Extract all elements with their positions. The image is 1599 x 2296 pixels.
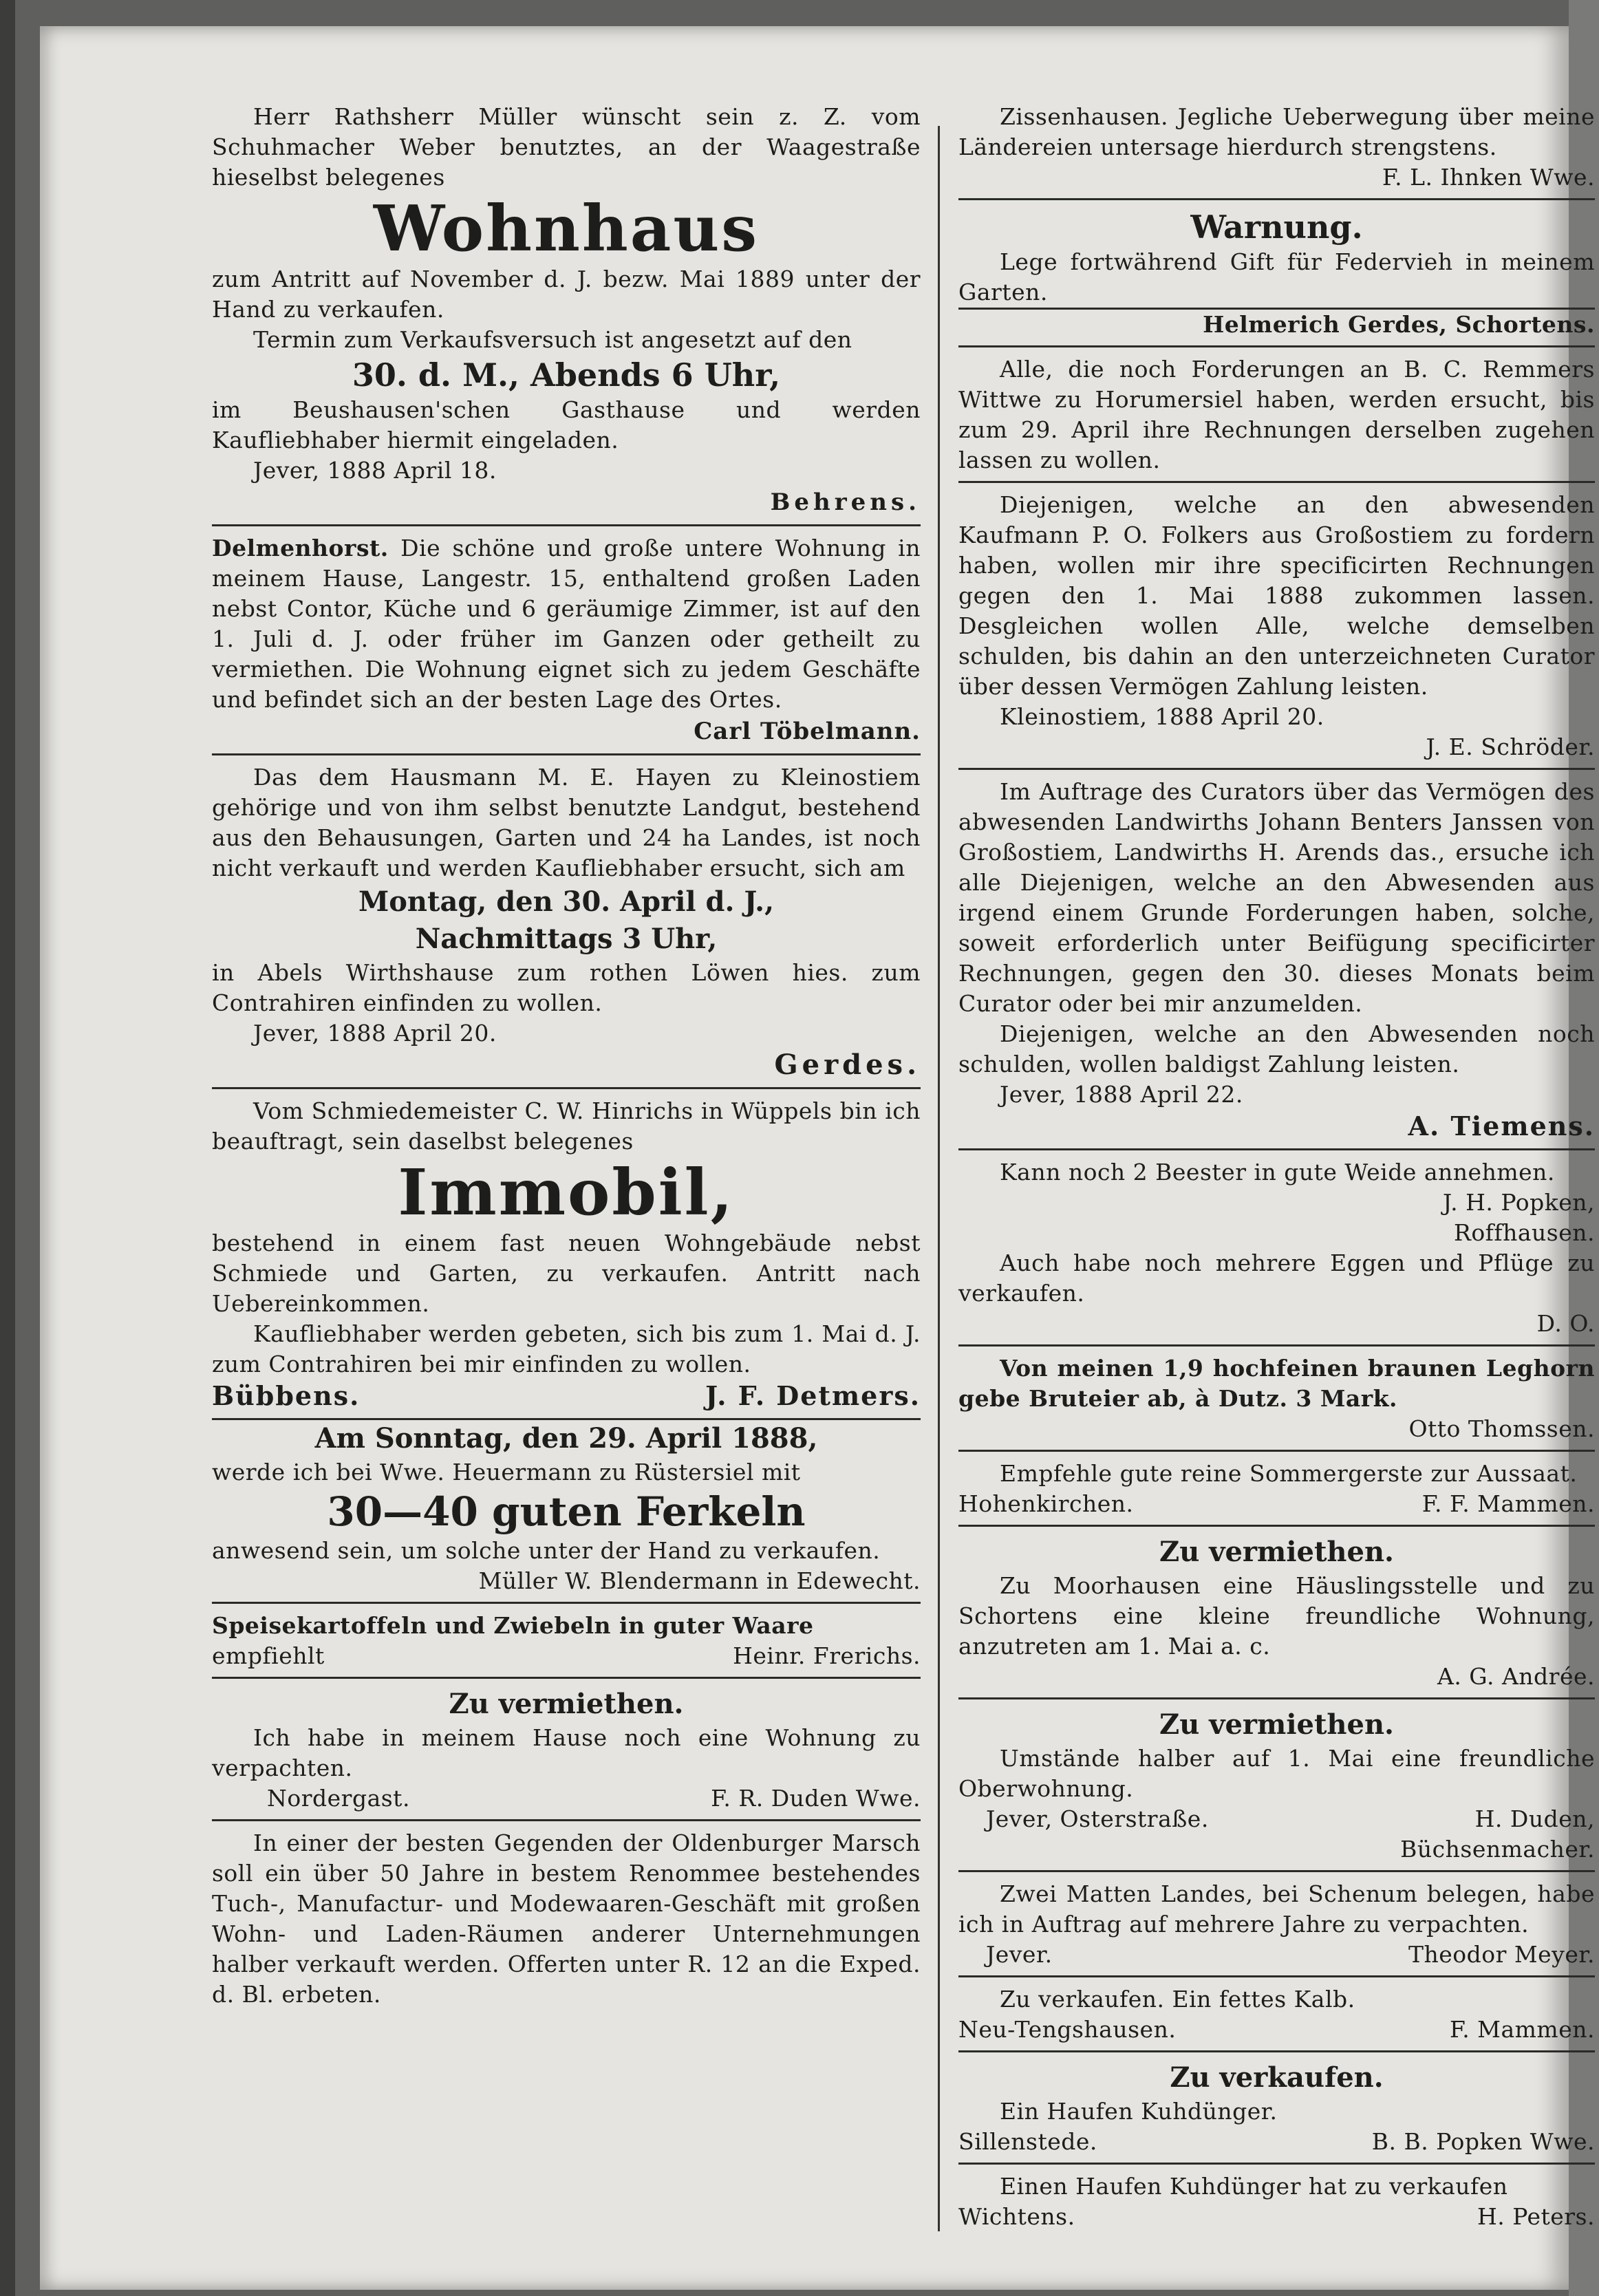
book-spine (0, 0, 15, 2296)
ad-text: Zwei Matten Landes, bei Schenum belegen, habe ich in Auftrag auf mehrere Jahre zu verpachten. (958, 1880, 1595, 1938)
ad-separator (212, 1819, 921, 1821)
ad-place-date: Jever, 1888 April 20. (253, 1020, 497, 1047)
ad-separator (958, 481, 1595, 483)
ad-separator (958, 1525, 1595, 1527)
ad-separator (958, 1148, 1595, 1150)
ad-signature: H. Duden, (1474, 1805, 1595, 1832)
ad-place: Wichtens. (958, 2203, 1075, 2230)
ad-separator (958, 1697, 1595, 1699)
ad-signature: Otto Thomssen. (1408, 1415, 1595, 1442)
ad-text: Ein Haufen Kuhdünger. (1000, 2098, 1278, 2125)
ad-text: Im Auftrage des Curators über das Vermögen des abwesenden Landwirths Johann Benters Janssen von Großostiem, Landwirths H. Arends das., ersuche ich alle Diejenigen, welche an den Abwesenden aus irgend einem Grunde Forderungen haben, solche, soweit erforderlich unter Beifügung specificirter Rechnungen, gegen den 30. dieses Monats beim Curator oder bei mir anzumelden. (958, 778, 1595, 1017)
ad-signature: Heinr. Frerichs. (733, 1642, 921, 1669)
ad-separator (958, 1870, 1595, 1872)
ad-place: Hohenkirchen. (958, 1490, 1134, 1517)
ad-signature: F. R. Duden Wwe. (711, 1785, 921, 1812)
ad-text: Das dem Hausmann M. E. Hayen zu Kleinostiem gehörige und von ihm selbst benutzte Landgut, bestehend aus den Behausungen, Garten und 24 ha Landes, ist noch nicht verkauft und werden Kaufliebhaber ersucht, sich am (212, 764, 921, 881)
ad-headline: Warnung. (1190, 208, 1363, 246)
ad-text: Speisekartoffeln und Zwiebeln in guter Waare (212, 1612, 814, 1639)
ad-immobil (212, 1096, 921, 1413)
ad-text: Diejenigen, welche an den abwesenden Kaufmann P. O. Folkers aus Großostiem zu fordern haben, wollen mir ihre specificirten Rechnungen gegen den 1. Mai 1888 zukommen lassen. Desgleichen wollen Alle, welche demselben schulden, bis dahin an den unterzeichneten Curator über dessen Vermögen Zahlung leisten. (958, 491, 1595, 700)
ad-text: Zu Moorhausen eine Häuslingsstelle und zu Schortens eine kleine freundliche Wohnung, anzutreten am 1. Mai a. c. (958, 1572, 1595, 1660)
ad-text: bestehend in einem fast neuen Wohngebäude nebst Schmiede und Garten, zu verkaufen. Antritt nach Uebereinkommen. (212, 1230, 921, 1317)
ad-text: Ich habe in meinem Hause noch eine Wohnung zu verpachten. (212, 1724, 921, 1781)
ad-signature: A. Tiemens. (1408, 1111, 1595, 1141)
ad-signature: Gerdes. (774, 1049, 921, 1081)
ad-text: Kann noch 2 Beester in gute Weide annehmen. (1000, 1159, 1555, 1185)
ad-matten (958, 1879, 1595, 1970)
ad-place: Bübbens. (212, 1380, 361, 1411)
ad-signature-title: Büchsenmacher. (1400, 1836, 1595, 1863)
ad-text: In einer der besten Gegenden der Oldenburger Marsch soll ein über 50 Jahre in bestem Renommee bestehendes Tuch-, Manufactur- und Modewaaren-Geschäft mit großen Wohn- und Laden-Räumen anderer Unternehmungen halber verkauft werden. Offerten unter R. 12 an die Exped. d. Bl. erbeten. (212, 1830, 921, 2008)
ad-date: Am Sonntag, den 29. April 1888, (212, 1418, 921, 1457)
ad-vermiethen-moorhausen (958, 1534, 1595, 1692)
ad-signature: Helmerich Gerdes, Schortens. (958, 308, 1595, 340)
ad-text: Von meinen 1,9 hochfeinen braunen Leghorn gebe Bruteier ab, à Dutz. 3 Mark. (958, 1355, 1595, 1412)
ad-text: Umstände halber auf 1. Mai eine freundliche Oberwohnung. (958, 1745, 1595, 1802)
ad-text: Auch habe noch mehrere Eggen und Pflüge zu verkaufen. (958, 1249, 1595, 1307)
ad-date: Montag, den 30. April d. J., (358, 886, 775, 918)
ad-text: Alle, die noch Forderungen an B. C. Remmers Wittwe zu Horumersiel haben, werden ersucht, bis zum 29. April ihre Rechnungen derselben zugehen lassen zu wollen. (958, 356, 1595, 473)
ad-signature-place: Roffhausen. (1453, 1219, 1595, 1246)
ad-folkers (958, 490, 1595, 762)
newspaper-page (40, 26, 1595, 2290)
ad-vermiethen-osterstrasse (958, 1706, 1595, 1865)
ad-separator (212, 1602, 921, 1604)
ad-separator (958, 345, 1595, 347)
ad-separator (958, 2163, 1595, 2165)
left-column (212, 102, 921, 2015)
ad-text: in Abels Wirthshause zum rothen Löwen hies. zum Contrahiren einfinden zu wollen. (212, 959, 921, 1016)
ad-kuhduenger (958, 2059, 1595, 2157)
ad-kalb (958, 1984, 1595, 2045)
ad-signature: D. O. (1536, 1310, 1595, 1337)
ad-text: Vom Schmiedemeister C. W. Hinrichs in Wüppels bin ich beauftragt, sein daselbst belegenes (212, 1097, 921, 1155)
ad-separator (212, 1677, 921, 1679)
ad-signature: H. Peters. (1477, 2203, 1595, 2230)
ad-headline: Wohnhaus (373, 191, 760, 266)
ad-wohnhaus (212, 102, 921, 519)
ad-signature: F. L. Ihnken Wwe. (1382, 164, 1595, 191)
column-divider (938, 126, 940, 2231)
ad-remmers (958, 354, 1595, 475)
ad-time: Nachmittags 3 Uhr, (415, 923, 718, 955)
ad-separator (958, 1344, 1595, 1347)
ad-separator (958, 1450, 1595, 1452)
ad-zissenhausen (958, 102, 1595, 193)
ad-headline: Zu verkaufen. (1170, 2061, 1384, 2094)
ad-separator (958, 2050, 1595, 2052)
ad-headline: Zu vermiethen. (1159, 1708, 1394, 1741)
ad-separator (212, 524, 921, 526)
ad-signature: F. F. Mammen. (1421, 1490, 1595, 1517)
ad-signature: F. Mammen. (1449, 2016, 1595, 2043)
ad-location: Delmenhorst. (212, 535, 389, 561)
ad-vermiethen-nordergast (212, 1686, 921, 1814)
ad-headline: Zu vermiethen. (449, 1688, 684, 1720)
ad-date: 30. d. M., Abends 6 Uhr, (352, 356, 781, 394)
ad-place-date: Jever, 1888 April 18. (253, 457, 497, 484)
ad-leghorn (958, 1353, 1595, 1444)
ad-place-date: Kleinostiem, 1888 April 20. (1000, 703, 1324, 730)
ad-place: Jever, Osterstraße. (986, 1805, 1209, 1832)
ad-text: Zu verkaufen. Ein fettes Kalb. (1000, 1986, 1355, 2013)
ad-text: zum Antritt auf November d. J. bezw. Mai 1889 unter der Hand zu verkaufen. (212, 266, 921, 323)
ad-signature: B. B. Popken Wwe. (1371, 2128, 1595, 2155)
ad-place-date: Jever, 1888 April 22. (1000, 1081, 1243, 1108)
ad-text: im Beushausen'schen Gasthause und werden Kaufliebhaber hiermit eingeladen. (212, 396, 921, 453)
ad-place: Nordergast. (267, 1785, 410, 1812)
ad-signature: Behrens. (770, 489, 921, 516)
ad-separator (212, 753, 921, 755)
ad-signature: J. H. Popken, (1442, 1189, 1595, 1216)
ad-separator (958, 1975, 1595, 1977)
ad-ferkel (212, 1418, 921, 1596)
ad-delmenhorst (212, 533, 921, 748)
right-column (958, 102, 1595, 2238)
ad-signature: Carl Töbelmann. (694, 718, 921, 745)
ad-text: empfiehlt (212, 1642, 325, 1669)
ad-text: Die schöne und große untere Wohnung in meinem Hause, Langestr. 15, enthaltend großen Laden nebst Contor, Küche und 6 geräumige Zimmer, ist auf den 1. Juli d. J. oder früher im Ganzen oder getheilt zu vermiethen. Die Wohnung eignet sich zu jedem Geschäfte und befindet sich an der besten Lage des Ortes. (212, 535, 921, 713)
ad-signature: A. G. Andrée. (1437, 1663, 1595, 1690)
ad-text: Kaufliebhaber werden gebeten, sich bis zum 1. Mai d. J. zum Contrahiren bei mir einfinden zu wollen. (212, 1320, 921, 1377)
ad-peters (958, 2171, 1595, 2232)
ad-separator (958, 198, 1595, 200)
ad-signature: J. E. Schröder. (1426, 733, 1595, 760)
ad-popken (958, 1157, 1595, 1339)
ad-landgut (212, 762, 921, 1082)
ad-text: Diejenigen, welche an den Abwesenden noch schulden, wollen baldigst Zahlung leisten. (958, 1020, 1595, 1077)
ad-text: anwesend sein, um solche unter der Hand zu verkaufen. (212, 1537, 881, 1564)
ad-signature: Theodor Meyer. (1408, 1941, 1595, 1968)
ad-kartoffeln (212, 1611, 921, 1671)
ad-headline: 30—40 guten Ferkeln (327, 1488, 806, 1535)
ad-warnung (958, 207, 1595, 340)
ad-separator (212, 1087, 921, 1089)
ad-signature: J. F. Detmers. (705, 1380, 921, 1411)
ad-text: Einen Haufen Kuhdünger hat zu verkaufen (1000, 2173, 1508, 2200)
ad-signature: Müller W. Blendermann in Edewecht. (478, 1567, 921, 1594)
ad-text: Herr Rathsherr Müller wünscht sein z. Z. vom Schuhmacher Weber benutztes, an der Waagestraße hieselbst belegenes (212, 103, 921, 191)
ad-place: Sillenstede. (958, 2128, 1097, 2155)
ad-curator (958, 777, 1595, 1143)
ad-text: Termin zum Verkaufsversuch ist angesetzt auf den (253, 326, 852, 353)
ad-text: Lege fortwährend Gift für Federvieh in meinem Garten. (958, 248, 1595, 305)
ad-text: Zissenhausen. Jegliche Ueberwegung über meine Ländereien untersage hierdurch strengstens. (958, 103, 1595, 160)
ad-headline: Immobil, (398, 1155, 735, 1230)
ad-place: Jever. (986, 1941, 1053, 1968)
ad-sommergerste (958, 1459, 1595, 1519)
ad-place: Neu-Tengshausen. (958, 2016, 1177, 2043)
ad-text: Empfehle gute reine Sommergerste zur Aussaat. (1000, 1460, 1578, 1487)
ad-headline: Zu vermiethen. (1159, 1536, 1394, 1568)
ad-separator (958, 768, 1595, 770)
ad-geschaeft (212, 1828, 921, 2010)
ad-text: werde ich bei Wwe. Heuermann zu Rüstersiel mit (212, 1459, 801, 1485)
